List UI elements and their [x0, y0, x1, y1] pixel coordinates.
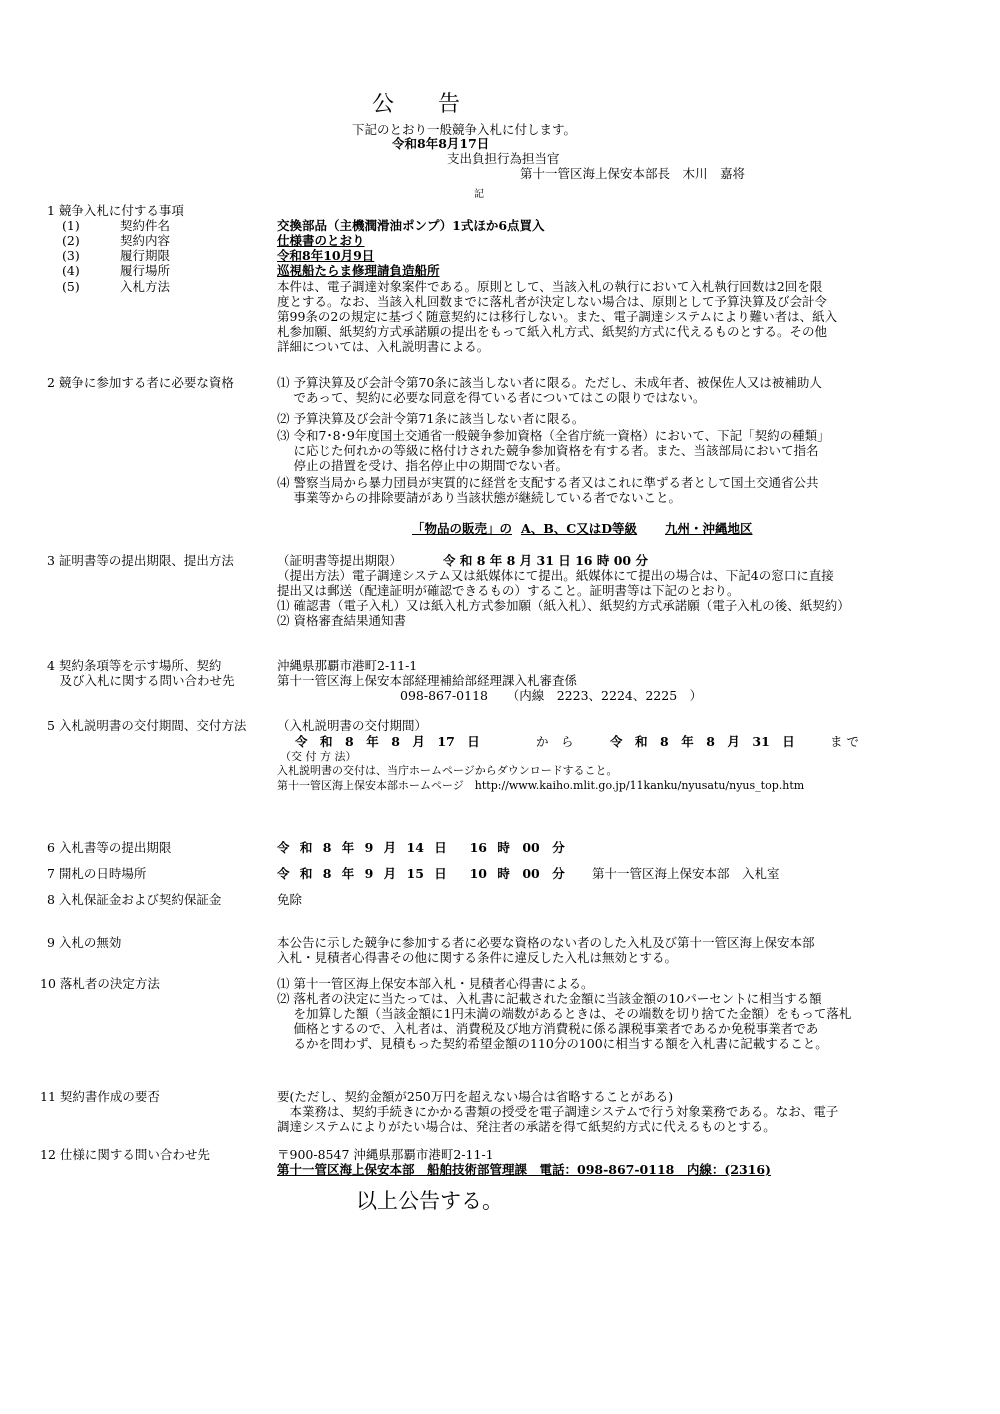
spec-contact-line: 第十一管区海上保安本部 船舶技術部管理課 電話：098-867-0118 内線：(2316) — [277, 1162, 771, 1177]
qualification-line: に応じた何れかの等級に格付けされた競争参加資格を有する者。また、当該部局において指名 — [277, 443, 819, 458]
s1-row5-name: 入札方法 — [120, 279, 171, 294]
section3-label: 3 証明書等の提出期限、提出方法 — [47, 553, 234, 568]
contact-dept: 第十一管区海上保安本部経理補給部経理課入札審査係 — [277, 673, 578, 688]
bid-method-line: 札参加願、紙契約方式承諾願の提出をもって紙入札方式、紙契約方式に代えるものとする。その他 — [277, 324, 828, 339]
qualification-item-3 — [277, 428, 830, 473]
s1-row1-name: 契約件名 — [120, 218, 171, 233]
officer-name: 第十一管区海上保安本部長 木川 嘉将 — [520, 166, 746, 181]
section2-label: 2 競争に参加する者に必要な資格 — [47, 375, 234, 390]
cert-line: ⑴ 確認書（電子入札）又は紙入札方式参加願（紙入札）、紙契約方式承諾願（電子入札の後、紙契約） — [277, 598, 850, 613]
classification-grade: A、B、C又はD等級 — [521, 521, 638, 536]
bid-method-text — [277, 279, 837, 354]
officer-title: 支出負担行為担当官 — [447, 151, 560, 166]
cert-line: ⑵ 資格審査結果通知書 — [277, 613, 406, 628]
issue-period-label: （入札説明書の交付期間） — [277, 718, 428, 733]
classification-region: 九州・沖縄地区 — [665, 521, 753, 536]
s1-row1-no: (1) — [62, 218, 80, 233]
qualification-line: ⑴ 予算決算及び会計令第70条に該当しない者に限る。ただし、未成年者、被保佐人又は被補助人 — [277, 375, 822, 390]
issue-period-to: 令 和 8 年 8 月 31 日 — [610, 734, 795, 749]
spec-contact-address: 〒900-8547 沖縄県那覇市港町2-11-1 — [277, 1147, 494, 1162]
page-title: 公 告 — [372, 92, 461, 117]
section7-label: 7 開札の日時場所 — [47, 866, 147, 881]
bid-method-line: 第99条の2の規定に基づく随意契約には移行しない。また、電子調達システムにより難い者は、紙入 — [277, 309, 838, 324]
deadline-value: 令和8年10月9日 — [277, 248, 375, 263]
award-line: るかを問わず、見積もった契約希望金額の110分の100に相当する額を入札書に記載すること。 — [277, 1036, 828, 1051]
s1-row3-name: 履行期限 — [120, 248, 171, 263]
bid-method-line: 本件は、電子調達対象案件である。原則として、当該入札の執行において入札執行回数は2回を限 — [277, 279, 823, 294]
qualification-item-2 — [277, 411, 584, 426]
invalid-line: 入札・見積者心得書その他に関する条件に違反した入札は無効とする。 — [277, 950, 678, 965]
cert-line: 提出又は郵送（配達証明が確認できるもの）すること。証明書等は下記のとおり。 — [277, 583, 740, 598]
issue-method-text: 入札説明書の交付は、当庁ホームページからダウンロードすること。 — [277, 764, 618, 777]
qualification-line: 事業等からの排除要請があり当該状態が継続している者でないこと。 — [277, 490, 681, 505]
qualification-line: ⑷ 警察当局から暴力団員が実質的に経営を支配する者又はこれに準ずる者として国土交通省公共 — [277, 475, 819, 490]
qualification-line: ⑶ 令和7･8･9年度国土交通省一般競争参加資格（全省庁統一資格）において、下記「契約の種類」 — [277, 428, 830, 443]
s1-row2-name: 契約内容 — [120, 233, 171, 248]
invalid-line: 本公告に示した競争に参加する者に必要な資格のない者のした入札及び第十一管区海上保安本部 — [277, 935, 815, 950]
award-method-text — [277, 976, 851, 1051]
bid-method-line: 詳細については、入札説明書による。 — [277, 339, 490, 354]
qualification-line: 停止の措置を受け、指名停止中の期間でない者。 — [277, 458, 568, 473]
announcement-date: 令和8年8月17日 — [392, 136, 490, 151]
award-line: を加算した額（当該金額に1円未満の端数があるときは、その端数を切り捨てた金額）をもって落札 — [277, 1006, 852, 1021]
bid-deadline-value: 令 和 8 年 9 月 14 日 16 時 00 分 — [277, 840, 565, 855]
contract-doc-line: 本業務は、契約手続きにかかる書類の授受を電子調達システムで行う対象業務である。なお、電子 — [277, 1104, 839, 1119]
s1-row4-name: 履行場所 — [120, 263, 171, 278]
s1-row3-no: (3) — [62, 248, 80, 263]
cert-deadline-label: （証明書等提出期限） — [277, 553, 403, 568]
award-line: ⑵ 落札者の決定に当たっては、入札書に記載された金額に当該金額の10パーセントに相当する額 — [277, 991, 822, 1006]
opening-datetime-value: 令 和 8 年 9 月 15 日 10 時 00 分 — [277, 866, 565, 881]
contact-address: 沖縄県那覇市港町2-11-1 — [277, 658, 418, 673]
issue-period-made: ま で — [830, 734, 859, 749]
issue-period-from: 令 和 8 年 8 月 17 日 — [295, 734, 480, 749]
invalid-bid-text — [277, 935, 815, 965]
s1-row4-no: (4) — [62, 263, 80, 278]
section10-label: 10 落札者の決定方法 — [40, 976, 160, 991]
section1-label: 1 競争入札に付する事項 — [47, 203, 184, 218]
intro-text: 下記のとおり一般競争入札に付します。 — [352, 122, 577, 137]
section5-label: 5 入札説明書の交付期間、交付方法 — [47, 718, 247, 733]
cert-deadline-value: 令 和 8 年 8 月 31 日 16 時 00 分 — [443, 553, 648, 568]
qualification-line: ⑵ 予算決算及び会計令第71条に該当しない者に限る。 — [277, 411, 585, 426]
closing-text: 以上公告する。 — [356, 1189, 503, 1213]
s1-row5-no: (5) — [62, 279, 80, 294]
section4-label: 4 契約条項等を示す場所、契約 — [47, 658, 222, 673]
contract-content-value: 仕様書のとおり — [277, 233, 365, 248]
homepage-link-line[interactable]: 第十一管区海上保安本部ホームページ http://www.kaiho.mlit.go.jp/11kanku/nyusatu/nyus_top.htm — [277, 779, 805, 792]
issue-period-kara: か ら — [536, 734, 574, 749]
qualification-line: であって、契約に必要な同意を得ている者についてはこの限りではない。 — [277, 390, 706, 405]
ki-mark: 記 — [474, 189, 484, 200]
qualification-item-1 — [277, 375, 822, 405]
section6-label: 6 入札書等の提出期限 — [47, 840, 172, 855]
section12-label: 12 仕様に関する問い合わせ先 — [40, 1147, 210, 1162]
cert-line: （提出方法）電子調達システム又は紙媒体にて提出。紙媒体にて提出の場合は、下記4の窓口に直接 — [277, 568, 834, 583]
qualification-item-4 — [277, 475, 818, 505]
section8-label: 8 入札保証金および契約保証金 — [47, 892, 222, 907]
cert-submission-text — [277, 568, 850, 628]
issue-method-label: （交 付 方 法） — [280, 750, 357, 763]
award-line: 価格とするので、入札者は、消費税及び地方消費税に係る課税事業者であるか免税事業者であ — [277, 1021, 819, 1036]
opening-place: 第十一管区海上保安本部 入札室 — [592, 866, 780, 881]
classification-type: 「物品の販売」の — [412, 521, 513, 536]
section11-label: 11 契約書作成の要否 — [40, 1089, 160, 1104]
deposit-value: 免除 — [277, 892, 303, 907]
bid-method-line: 度とする。なお、当該入札回数までに落札者が決定しない場合は、原則として予算決算及び会計令 — [277, 294, 828, 309]
s1-row2-no: (2) — [62, 233, 80, 248]
delivery-place-value: 巡視船たらま修理請負造船所 — [277, 263, 440, 278]
contract-doc-line: 要(ただし、契約金額が250万円を超えない場合は省略することがある) — [277, 1089, 674, 1104]
contract-name-value: 交換部品（主機潤滑油ポンプ）1式ほか6点買入 — [277, 218, 545, 233]
contact-phone: 098-867-0118 （内線 2223、2224、2225 ） — [400, 688, 703, 703]
section4-label-cont: 及び入札に関する問い合わせ先 — [47, 673, 235, 688]
section9-label: 9 入札の無効 — [47, 935, 122, 950]
award-line: ⑴ 第十一管区海上保安本部入札・見積者心得書による。 — [277, 976, 594, 991]
contract-doc-line: 調達システムによりがたい場合は、発注者の承諾を得て紙契約方式に代えるものとする。 — [277, 1119, 776, 1134]
contract-doc-text — [277, 1089, 838, 1134]
